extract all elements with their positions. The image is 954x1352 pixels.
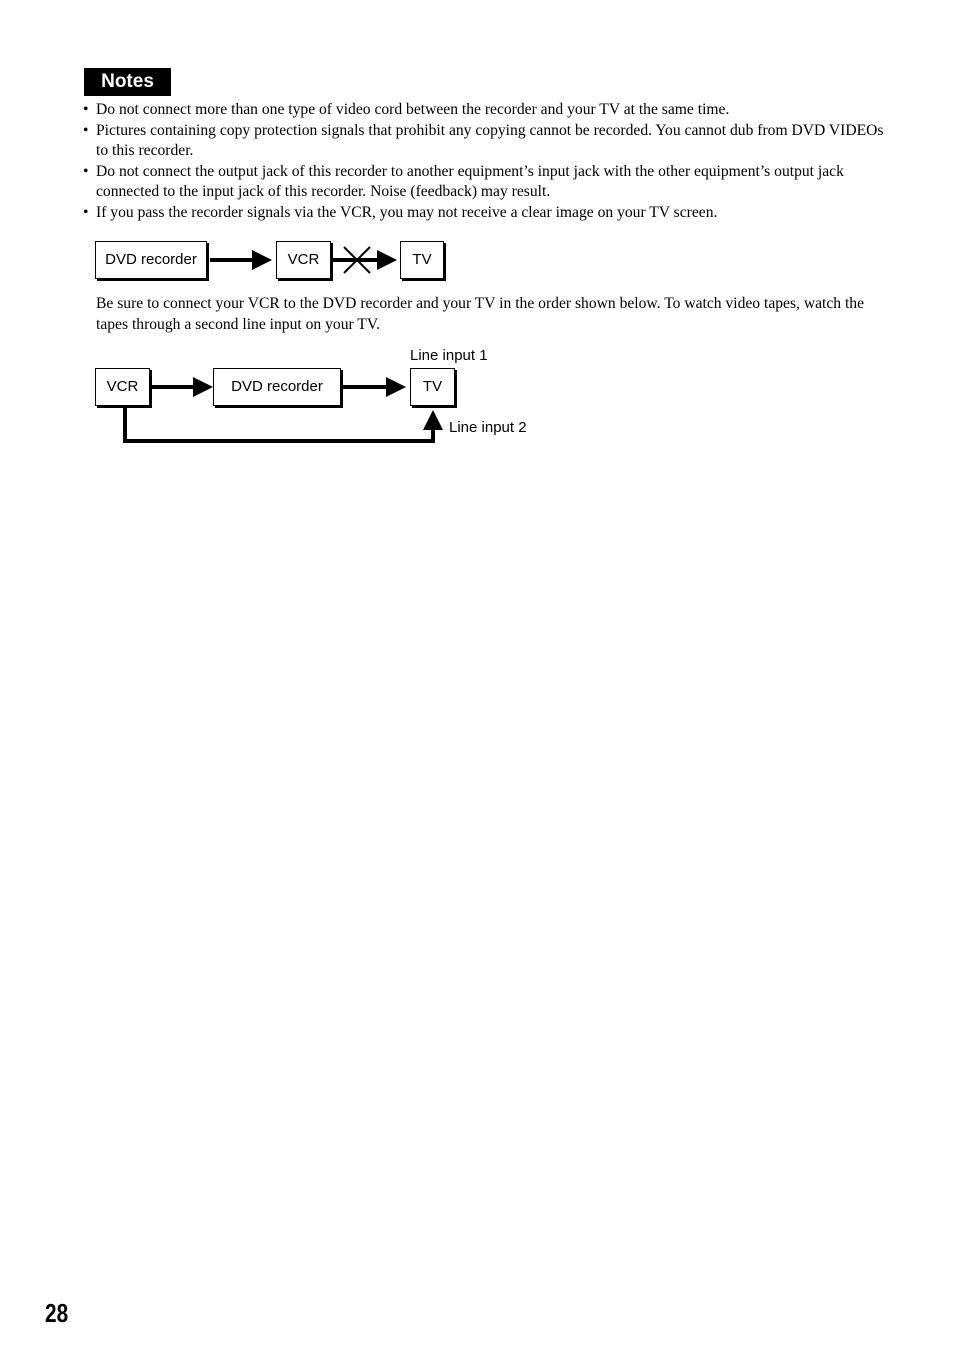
diagram1-dvd-recorder-box: DVD recorder bbox=[95, 241, 207, 279]
diagram1-vcr-box: VCR bbox=[276, 241, 331, 279]
arrow-dvd-to-tv bbox=[343, 377, 406, 397]
page-number: 28 bbox=[45, 1298, 69, 1328]
diagram2-tv-box: TV bbox=[410, 368, 455, 406]
arrow-vcr-to-tv-line-input-2 bbox=[125, 408, 443, 441]
line-input-1-label: Line input 1 bbox=[410, 347, 488, 364]
diagram2-vcr-box: VCR bbox=[95, 368, 150, 406]
arrow-vcr-to-dvd bbox=[152, 377, 213, 397]
note-item: • If you pass the recorder signals via the VCR, you may not receive a clear image on your TV screen. bbox=[96, 203, 896, 224]
note-item: • Do not connect the output jack of this recorder to another equipment’s input jack with the other equipment’s output jack connected to the input jack of this recorder. Noise (feedback) may result. bbox=[96, 162, 896, 203]
note-item: • Pictures containing copy protection signals that prohibit any copying cannot be recorded. You cannot dub from DVD VIDEOs to this recorder. bbox=[96, 121, 896, 162]
arrow-dvd-to-vcr bbox=[210, 250, 272, 270]
notes-heading: Notes bbox=[84, 68, 171, 96]
line-input-2-label: Line input 2 bbox=[449, 419, 527, 436]
connection-instructions: Be sure to connect your VCR to the DVD recorder and your TV in the order shown below. To watch video tapes, watch the tapes through a second line input on your TV. bbox=[96, 295, 865, 333]
diagram2-dvd-recorder-box: DVD recorder bbox=[213, 368, 341, 406]
note-item: • Do not connect more than one type of video cord between the recorder and your TV at the same time. bbox=[96, 100, 896, 121]
diagram1-tv-box: TV bbox=[400, 241, 444, 279]
